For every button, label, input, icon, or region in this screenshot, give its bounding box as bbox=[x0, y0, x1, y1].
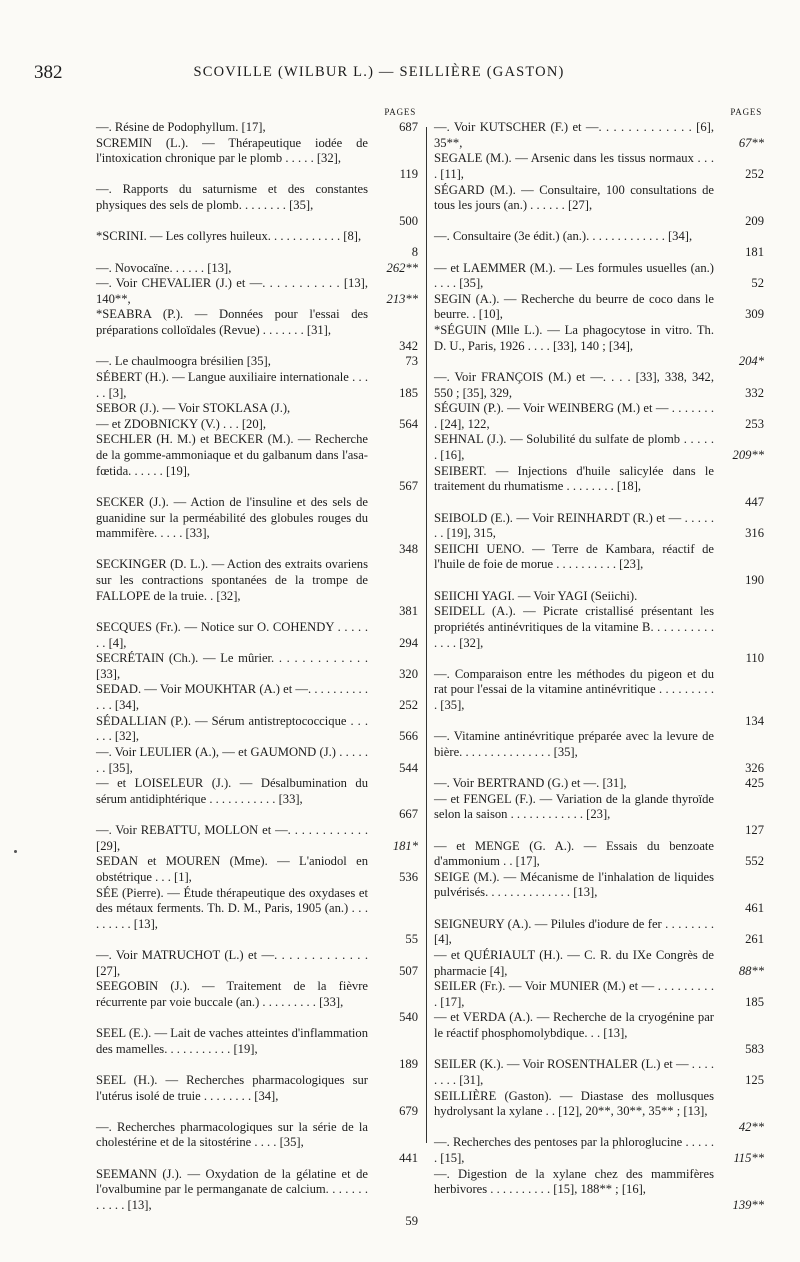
entry-page: 110 bbox=[745, 651, 764, 666]
entry-text: SECQUES (Fr.). — Notice sur O. COHENDY . . . . . . . [4], bbox=[96, 619, 368, 650]
index-entry bbox=[434, 792, 764, 839]
entry-page: 209** bbox=[732, 448, 764, 463]
entry-text: —. Voir KUTSCHER (F.) et —. . . . . . . . . . . . . [6], 35**, bbox=[434, 120, 714, 150]
stray-mark bbox=[14, 850, 17, 853]
entry-text: —. Voir MATRUCHOT (L.) et —. . . . . . . . . . . . . [27], bbox=[96, 947, 368, 978]
entry-page: 348 bbox=[399, 541, 418, 556]
index-entry bbox=[434, 839, 764, 870]
index-entry bbox=[434, 729, 764, 776]
index-entry bbox=[96, 823, 418, 854]
entry-text: SEEMANN (J.). — Oxydation de la gélatine et de l'ovalbumine par le permanganate de calcium. . . . . . . . . . . . [13], bbox=[96, 1166, 368, 1212]
entry-page: 127 bbox=[745, 822, 764, 837]
index-entry bbox=[434, 948, 764, 979]
entry-page: 119 bbox=[399, 166, 418, 181]
entry-text: —. Consultaire (3e édit.) (an.). . . . . . . . . . . . . [34], bbox=[434, 229, 693, 244]
index-entry bbox=[434, 917, 764, 948]
entry-page: 139** bbox=[732, 1197, 764, 1212]
entry-page: 213** bbox=[386, 291, 418, 306]
entry-text: *SCRINI. — Les collyres huileux. . . . . . . . . . . . [8], bbox=[96, 229, 362, 244]
index-entry bbox=[96, 1120, 418, 1167]
entry-page: 536 bbox=[399, 869, 418, 884]
entry-text: *SÉGUIN (Mlle L.). — La phagocytose in vitro. Th. D. U., Paris, 1926 . . . . [33], 140 ; [34], bbox=[434, 323, 714, 353]
entry-text: SEEGOBIN (J.). — Traitement de la fièvre récurrente par voie buccale (an.) . . . . . . . . . [33], bbox=[96, 979, 368, 1009]
entry-page: 181 bbox=[745, 244, 764, 259]
entry-page: 88** bbox=[738, 963, 764, 978]
entry-page: 309 bbox=[745, 307, 764, 322]
index-entry bbox=[96, 620, 418, 651]
index-entry bbox=[434, 120, 764, 151]
index-entry bbox=[434, 1167, 764, 1214]
entry-page: 252 bbox=[399, 698, 418, 712]
index-entry bbox=[96, 776, 418, 823]
entry-text: SECHLER (H. M.) et BECKER (M.). — Recherche de la gomme-ammoniaque et du galbanum dans l'asa-fœtida. . . . . . [19], bbox=[96, 432, 368, 478]
entry-page: 567 bbox=[399, 479, 418, 494]
entry-page: 507 bbox=[399, 963, 418, 978]
page-number: 382 bbox=[34, 62, 63, 83]
entry-page: 252 bbox=[745, 166, 764, 181]
index-entry bbox=[434, 1089, 764, 1136]
index-entry bbox=[96, 261, 418, 277]
index-entry bbox=[96, 1073, 418, 1120]
entry-page: 544 bbox=[399, 760, 418, 775]
index-entry bbox=[96, 495, 418, 557]
index-entry bbox=[96, 948, 418, 979]
entry-page: 583 bbox=[745, 1041, 764, 1056]
entry-text: —. Voir REBATTU, MOLLON et —. . . . . . . . . . . . [29], bbox=[96, 823, 368, 853]
index-entry bbox=[96, 1026, 418, 1073]
entry-page: 190 bbox=[745, 573, 764, 588]
entry-text: SÉDALLIAN (P.). — Sérum antistreptococcique . . . . . . [32], bbox=[96, 713, 368, 744]
index-entry bbox=[96, 276, 418, 307]
index-entry bbox=[96, 651, 418, 682]
entry-page: 687 bbox=[399, 120, 418, 134]
entry-text: —. Novocaïne. . . . . . [13], bbox=[96, 260, 232, 275]
entry-page: 342 bbox=[399, 338, 418, 353]
index-entry bbox=[96, 854, 418, 885]
entry-text: —. Comparaison entre les méthodes du pigeon et du rat pour l'essai de la vitamine antinévritique . . . . . . . . . . [35], bbox=[434, 666, 714, 713]
entry-page: 67** bbox=[738, 135, 764, 150]
entry-page: 441 bbox=[399, 1151, 418, 1166]
entry-text: —. Voir LEULIER (A.), — et GAUMOND (J.) . . . . . . . [35], bbox=[96, 744, 368, 775]
index-entry bbox=[434, 1057, 764, 1088]
index-entry bbox=[434, 604, 764, 666]
entry-page: 73 bbox=[405, 354, 418, 369]
right-entry-list bbox=[434, 120, 764, 1214]
entry-page: 316 bbox=[745, 526, 764, 541]
entry-text: SCREMIN (L.). — Thérapeutique iodée de l'intoxication chronique par le plomb . . . . . [32], bbox=[96, 135, 368, 166]
entry-text: — et QUÉRIAULT (H.). — C. R. du IXe Congrès de pharmacie [4], bbox=[434, 947, 714, 978]
entry-text: —. Le chaulmoogra brésilien [35], bbox=[96, 354, 271, 369]
entry-text: SEHNAL (J.). — Solubilité du sulfate de plomb . . . . . . [16], bbox=[434, 432, 714, 463]
entry-page: 320 bbox=[399, 666, 418, 681]
entry-page: 332 bbox=[745, 385, 764, 400]
index-entry bbox=[434, 370, 764, 401]
pages-label: PAGES bbox=[384, 107, 416, 117]
entry-text: SEEL (E.). — Lait de vaches atteintes d'inflammation des mamelles. . . . . . . . . . . [19], bbox=[96, 1026, 368, 1056]
entry-text: SEIDELL (A.). — Picrate cristallisé présentant les propriétés antinévritiques de la vitamine B. . . . . . . . . . . . . . [32], bbox=[434, 604, 714, 650]
left-entry-list bbox=[96, 120, 418, 1229]
entry-page: 55 bbox=[405, 932, 418, 947]
entry-text: SEILER (Fr.). — Voir MUNIER (M.) et — . . . . . . . . . . [17], bbox=[434, 979, 714, 1009]
index-entry bbox=[96, 745, 418, 776]
entry-text: SEIBOLD (E.). — Voir REINHARDT (R.) et — . . . . . . . [19], 315, bbox=[434, 510, 714, 541]
entry-text: *SEABRA (P.). — Données pour l'essai des préparations colloïdales (Revue) . . . . . . . [31], bbox=[96, 307, 368, 338]
index-entry bbox=[434, 979, 764, 1010]
entry-text: — et VERDA (A.). — Recherche de la cryogénine par le réactif phosphomolybdique. . . [13], bbox=[434, 1010, 714, 1041]
entry-text: SÉGUIN (P.). — Voir WEINBERG (M.) et — . . . . . . . . [24], 122, bbox=[434, 401, 714, 431]
entry-page: 52 bbox=[751, 276, 764, 291]
entry-page: 185 bbox=[399, 385, 418, 400]
entry-page: 500 bbox=[399, 213, 418, 228]
index-entry bbox=[96, 182, 418, 229]
entry-page: 294 bbox=[399, 635, 418, 650]
entry-text: — et ZDOBNICKY (V.) . . . [20], bbox=[96, 416, 266, 431]
index-entry bbox=[96, 557, 418, 619]
entry-page: 425 bbox=[745, 776, 764, 791]
index-entry bbox=[96, 714, 418, 745]
index-entry bbox=[96, 229, 418, 260]
entry-text: —. Voir BERTRAND (G.) et —. [31], bbox=[434, 776, 627, 791]
entry-text: SÉBERT (H.). — Langue auxiliaire internationale . . . . . [3], bbox=[96, 369, 368, 400]
index-entry bbox=[434, 1010, 764, 1057]
entry-text: — et LAEMMER (M.). — Les formules usuelles (an.) . . . . [35], bbox=[434, 260, 714, 291]
index-entry bbox=[96, 370, 418, 401]
entry-page: 115** bbox=[733, 1151, 764, 1166]
entry-text: —. Résine de Podophyllum. [17], bbox=[96, 120, 266, 134]
entry-page: 540 bbox=[399, 1010, 418, 1025]
index-entry bbox=[96, 401, 418, 417]
entry-text: — et MENGE (G. A.). — Essais du benzoate d'ammonium . . [17], bbox=[434, 838, 714, 869]
entry-text: —. Vitamine antinévritique préparée avec la levure de bière. . . . . . . . . . . . . . . [35], bbox=[434, 729, 714, 759]
index-entry bbox=[96, 307, 418, 354]
index-entry bbox=[434, 401, 764, 432]
entry-page: 261 bbox=[745, 932, 764, 947]
entry-page: 59 bbox=[405, 1213, 418, 1228]
entry-text: SEGIN (A.). — Recherche du beurre de coco dans le beurre. . [10], bbox=[434, 291, 714, 322]
index-entry bbox=[434, 511, 764, 542]
index-entry bbox=[434, 464, 764, 511]
entry-text: SECRÉTAIN (Ch.). — Le mûrier. . . . . . . . . . . . . [33], bbox=[96, 651, 368, 681]
entry-text: SEIGE (M.). — Mécanisme de l'inhalation de liquides pulvérisés. . . . . . . . . . . . . . [13], bbox=[434, 869, 714, 900]
entry-text: SECKER (J.). — Action de l'insuline et des sels de guanidine sur la perméabilité des globules rouges du mammifère. . . . . [33], bbox=[96, 494, 368, 541]
entry-page: 181* bbox=[392, 838, 418, 853]
index-entry bbox=[434, 870, 764, 917]
running-title: SCOVILLE (WILBUR L.) — SEILLIÈRE (GASTON) bbox=[193, 64, 565, 80]
column-divider bbox=[426, 127, 427, 1143]
index-entry bbox=[434, 323, 764, 370]
entry-page: 204* bbox=[738, 354, 764, 369]
entry-page: 262** bbox=[386, 260, 418, 275]
index-entry bbox=[96, 354, 418, 370]
entry-page: 189 bbox=[399, 1057, 418, 1072]
entry-text: SEDAN et MOUREN (Mme). — L'aniodol en obstétrique . . . [1], bbox=[96, 854, 368, 884]
index-entry bbox=[434, 432, 764, 463]
entry-page: 667 bbox=[399, 807, 418, 822]
right-column bbox=[434, 104, 764, 1214]
index-entry bbox=[434, 667, 764, 729]
index-entry bbox=[434, 542, 764, 589]
index-entry bbox=[96, 886, 418, 948]
entry-text: SEILLIÈRE (Gaston). — Diastase des mollusques hydrolysant la xylane . . [12], 20**, 30**, 35** ; [13], bbox=[434, 1088, 714, 1119]
entry-text: SEIBERT. — Injections d'huile salicylée dans le traitement du rhumatisme . . . . . . . . [18], bbox=[434, 463, 714, 494]
index-entry bbox=[434, 776, 764, 792]
entry-page: 42** bbox=[738, 1119, 764, 1134]
entry-text: —. Voir CHEVALIER (J.) et —. . . . . . . . . . . [13], 140**, bbox=[96, 276, 368, 306]
entry-page: 209 bbox=[745, 213, 764, 228]
entry-page: 461 bbox=[745, 901, 764, 916]
entry-page: 253 bbox=[745, 416, 764, 431]
entry-text: SEDAD. — Voir MOUKHTAR (A.) et —. . . . . . . . . . . . . [34], bbox=[96, 682, 368, 713]
entry-page: 552 bbox=[745, 854, 764, 869]
index-entry bbox=[434, 1135, 764, 1166]
entry-text: SEGALE (M.). — Arsenic dans les tissus normaux . . . . [11], bbox=[434, 151, 714, 181]
index-entry bbox=[434, 261, 764, 292]
entry-page: 326 bbox=[745, 760, 764, 775]
index-entry bbox=[96, 432, 418, 494]
entry-page: 564 bbox=[399, 416, 418, 431]
index-entry bbox=[434, 292, 764, 323]
left-column bbox=[96, 104, 418, 1229]
entry-text: SEILER (K.). — Voir ROSENTHALER (L.) et — . . . . . . . . [31], bbox=[434, 1057, 714, 1087]
entry-text: — et FENGEL (F.). — Variation de la glande thyroïde selon la saison . . . . . . . . . . . . [23], bbox=[434, 791, 714, 822]
entry-text: SECKINGER (D. L.). — Action des extraits ovariens sur les contractions spontanées de la trompe de FALLOPE de la truie. . [32], bbox=[96, 557, 368, 603]
index-entry bbox=[96, 1167, 418, 1229]
entry-text: SÉE (Pierre). — Étude thérapeutique des oxydases et des métaux ferments. Th. D. M., Paris, 1905 (an.) . . . . . . . . . [13], bbox=[96, 885, 368, 931]
entry-page: 381 bbox=[399, 604, 418, 619]
entry-text: SEBOR (J.). — Voir STOKLASA (J.), bbox=[96, 401, 291, 416]
index-entry bbox=[96, 417, 418, 433]
entry-text: —. Voir FRANÇOIS (M.) et —. . . . [33], 338, 342, 550 ; [35], 329, bbox=[434, 369, 714, 400]
entry-page: 8 bbox=[411, 244, 418, 259]
page-header bbox=[34, 62, 724, 92]
entry-page: 679 bbox=[399, 1104, 418, 1119]
index-entry bbox=[434, 183, 764, 230]
pages-label: PAGES bbox=[730, 107, 762, 117]
index-entry bbox=[434, 151, 764, 182]
entry-page: 566 bbox=[399, 729, 418, 744]
entry-text: —. Rapports du saturnisme et des constantes physiques des sels de plomb. . . . . . . . [35], bbox=[96, 182, 368, 213]
entry-page: 447 bbox=[745, 494, 764, 509]
entry-text: SEIICHI UENO. — Terre de Kambara, réactif de l'huile de foie de morue . . . . . . . . . . [23], bbox=[434, 541, 714, 572]
entry-text: SEEL (H.). — Recherches pharmacologiques sur l'utérus isolé de truie . . . . . . . . [34], bbox=[96, 1072, 368, 1103]
index-entry bbox=[434, 229, 764, 260]
entry-page: 185 bbox=[745, 994, 764, 1009]
index-entry bbox=[434, 589, 764, 605]
entry-text: — et LOISELEUR (J.). — Désalbumination du sérum antidiphtérique . . . . . . . . . . . [33], bbox=[96, 776, 368, 806]
entry-text: SÉGARD (M.). — Consultaire, 100 consultations de tous les jours (an.) . . . . . . [27], bbox=[434, 182, 714, 213]
index-entry bbox=[96, 120, 418, 136]
index-entry bbox=[96, 682, 418, 713]
index-entry bbox=[96, 979, 418, 1026]
entry-page: 125 bbox=[745, 1072, 764, 1087]
entry-text: —. Recherches des pentoses par la phloroglucine . . . . . . [15], bbox=[434, 1135, 714, 1166]
entry-text: SEIICHI YAGI. — Voir YAGI (Seiichi). bbox=[434, 588, 638, 603]
entry-text: SEIGNEURY (A.). — Pilules d'iodure de fer . . . . . . . . [4], bbox=[434, 916, 714, 947]
entry-text: —. Digestion de la xylane chez des mammifères herbivores . . . . . . . . . . [15], 188** ; [16], bbox=[434, 1166, 714, 1197]
entry-text: —. Recherches pharmacologiques sur la série de la cholestérine et de la sitostérine . . . . [35], bbox=[96, 1119, 368, 1150]
entry-page: 134 bbox=[745, 713, 764, 728]
index-entry bbox=[96, 136, 418, 183]
